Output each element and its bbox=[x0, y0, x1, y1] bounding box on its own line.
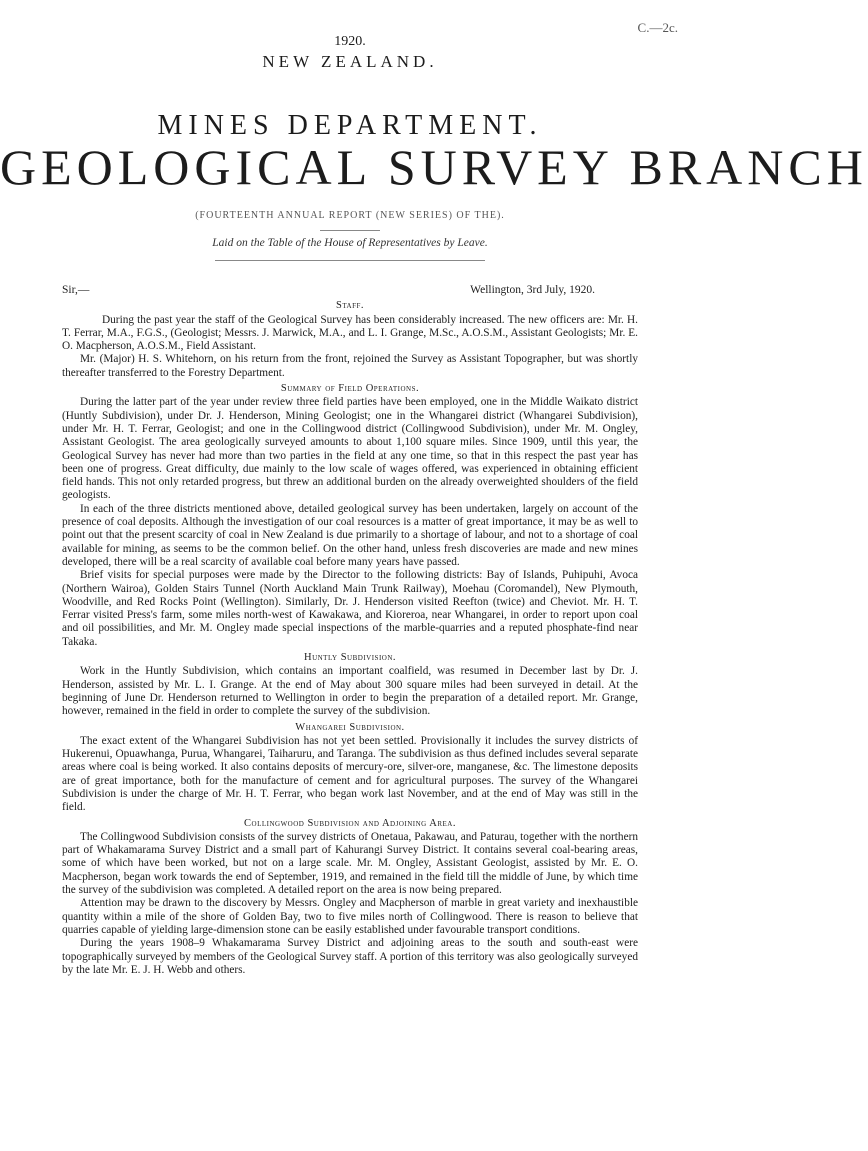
branch-title: GEOLOGICAL SURVEY BRANCH bbox=[0, 139, 868, 195]
section-collingwood-subdivision bbox=[62, 817, 638, 978]
divider-rule bbox=[215, 260, 485, 261]
place-date: Wellington, 3rd July, 1920. bbox=[470, 284, 595, 296]
section-huntly-subdivision bbox=[62, 651, 638, 718]
section-heading: Huntly Subdivision. bbox=[303, 652, 397, 664]
paragraph: During the years 1908–9 Whakamarama Survey District and adjoining areas to the south and south-east were topographically surveyed by members of the Geological Survey staff. A portion of this territory was also geologically surveyed by the late Mr. E. J. H. Webb and others. bbox=[62, 937, 638, 976]
document-reference: C.—2c. bbox=[637, 20, 678, 35]
salutation: Sir,— bbox=[62, 284, 90, 296]
paragraph: In each of the three districts mentioned above, detailed geological survey has been undertaken, largely on account of the presence of coal deposits. Although the investigation of our coal resources is a matter of great importance, it may be as well to point out that the present scarcity of coal in New Zealand is due primarily to a shortage of labour, and not to a shortage of coal available for mining, as seems to be the common belief. On the other hand, unless fresh discoveries are made and new mines developed, there will be a real scarcity of available coal before many years have passed. bbox=[62, 502, 638, 568]
paragraph: Mr. (Major) H. S. Whitehorn, on his return from the front, rejoined the Survey as Assistant Topographer, but was shortly thereafter transferred to the Forestry Department. bbox=[62, 353, 638, 379]
paragraph: During the latter part of the year under review three field parties have been employed, one in the Middle Waikato district (Huntly Subdivision), under Dr. J. Henderson, Mining Geologist; one in the Whangarei district (Whangarei Subdivision), under Mr. H. T. Ferrar, Geologist; and one in the Collingwood district (Collingwood Subdivision), under Mr. M. Ongley, Assistant Geologist. The area geologically surveyed amounts to about 1,100 square miles. Since 1909, until this year, the Geological Survey has never had more than two parties in the field at any one time, so that in this respect the past year has been one of progress. Great difficulty, due mainly to the low scale of wages offered, was experienced in obtaining efficient field hands. This not only retarded progress, but threw an additional burden on the already overweighted shoulders of the field geologists. bbox=[62, 396, 638, 502]
section-whangarei-subdivision bbox=[62, 721, 638, 815]
divider-rule bbox=[320, 230, 380, 231]
country-name: NEW ZEALAND. bbox=[262, 52, 438, 71]
report-subtitle: (FOURTEENTH ANNUAL REPORT (NEW SERIES) OF THE). bbox=[195, 210, 505, 221]
report-year: 1920. bbox=[334, 34, 366, 49]
section-summary-of-field-operations bbox=[62, 382, 638, 649]
report-body bbox=[62, 280, 638, 977]
section-heading: Whangarei Subdivision. bbox=[295, 721, 405, 733]
paragraph: During the past year the staff of the Geological Survey has been considerably increased. The new officers are: Mr. H. T. Ferrar, M.A., F.G.S., (Geologist; Messrs. J. Marwick, M.A., and L. I. Grange, M.Sc., A.O.S.M., Assistant Geologists; Mr. E. O. Macpherson, A.O.S.M., Field Assistant. bbox=[62, 313, 638, 353]
paragraph: Attention may be drawn to the discovery by Messrs. Ongley and Macpherson of marble in great variety and inexhaustible quantity within a mile of the shore of Golden Bay, two to five miles north of Collingwood. There is reason to believe that quarries capable of yielding large-dimension stone can be easily established under favourable transport conditions. bbox=[62, 897, 638, 936]
section-heading: Summary of Field Operations. bbox=[280, 383, 420, 395]
department-title: MINES DEPARTMENT. bbox=[157, 110, 543, 141]
section-heading: Collingwood Subdivision and Adjoining Area. bbox=[244, 817, 456, 829]
section-staff bbox=[62, 299, 638, 380]
letter-salutation-line bbox=[62, 284, 638, 297]
paragraph: The Collingwood Subdivision consists of the survey districts of Onetaua, Pakawau, and Paturau, together with the northern part of Whakamarama Survey District and a small part of Kahurangi Survey District. It contains several coal-bearing areas, some of which have been worked, but not on a large scale. Mr. M. Ongley, Assistant Geologist, assisted by Mr. E. O. Macpherson, began work towards the end of September, 1919, and remained in the field till the middle of June, by which time the survey of the subdivision was completed. A detailed report on the area is now being prepared. bbox=[62, 830, 638, 897]
paragraph: The exact extent of the Whangarei Subdivision has not yet been settled. Provisionally it includes the survey districts of Hukerenui, Opuawhanga, Purua, Whangarei, Taiharuru, and Taranga. The subdivision as thus defined includes several separate areas where coal is being worked. It also contains deposits of mercury-ore, silver-ore, manganese, &c. The limestone deposits are of great importance, both for the manufacture of cement and for agricultural purposes. The survey of the Whangarei Subdivision is under the charge of Mr. H. T. Ferrar, who began work last November, and at the end of May was still in the field. bbox=[62, 734, 638, 814]
paragraph: Work in the Huntly Subdivision, which contains an important coalfield, was resumed in December last by Dr. J. Henderson, assisted by Mr. L. I. Grange. At the end of May about 300 square miles had been surveyed in detail. At the beginning of June Dr. Henderson returned to Wellington in order to begin the preparation of a detailed report. Mr. Grange, however, remained in the field in order to complete the survey of the subdivision. bbox=[62, 665, 638, 718]
section-heading: Staff. bbox=[335, 300, 365, 312]
paragraph: Brief visits for special purposes were made by the Director to the following districts: Bay of Islands, Puhipuhi, Avoca (Northern Wairoa), Golden Stairs Tunnel (North Auckland Main Trunk Railway), Moehau (Coromandel), New Plymouth, Woodville, and Red Rocks Point (Wellington). Similarly, Dr. J. Henderson visited Reefton (twice) and Cheviot. Mr. H. T. Ferrar visited Press's farm, some miles north-west of Kawakawa, and Kioreroa, near Whangarei, in order to report upon coal and oil possibilities, and Mr. M. Ongley made special inspections of the marble-quarries and a reputed phosphate-find near Takaka. bbox=[62, 569, 638, 648]
laid-on-table-note: Laid on the Table of the House of Representatives by Leave. bbox=[212, 237, 488, 249]
